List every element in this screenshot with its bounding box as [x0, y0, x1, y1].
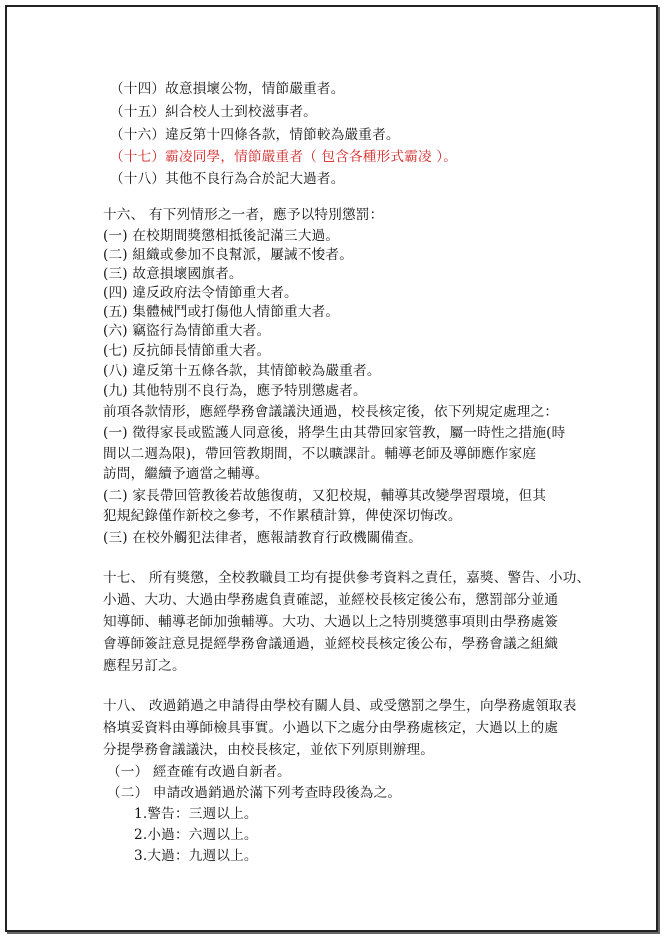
- item-14: （十四）故意損壞公物，情節嚴重者。: [110, 81, 345, 97]
- art18-sub-warning: 1.警告：三週以上。: [134, 806, 258, 822]
- item-17-bullying: （十七）霸凌同學，情節嚴重者（ 包含各種形式霸凌 ）。: [110, 149, 458, 165]
- article-17-line3: 知導師、輔導老師加強輔導。大功、大過以上之特別獎懲事項則由學務處簽: [103, 614, 559, 630]
- item-15: （十五）糾合校人士到校滋事者。: [110, 104, 317, 120]
- art16-item-2: (二) 組織或參加不良幫派，屢誡不悛者。: [103, 247, 354, 263]
- art16-proc-1-line2: 間以二週為限)，帶回管教期間，不以曠課計。輔導老師及導師應作家庭: [103, 446, 537, 462]
- art16-item-3: (三) 故意損壞國旗者。: [103, 266, 243, 282]
- art16-proc-1-line3: 訪問，繼續予適當之輔導。: [103, 466, 269, 482]
- article-17-line5: 應程另訂之。: [103, 658, 186, 674]
- item-18: （十八）其他不良行為合於記大過者。: [110, 171, 345, 187]
- article-18-line3: 分提學務會議議決，由校長核定，並依下列原則辦理。: [103, 742, 435, 758]
- art16-item-6: (六) 竊盜行為情節重大者。: [103, 323, 271, 339]
- art16-item-8: (八) 違反第十五條各款，其情節較為嚴重者。: [103, 363, 381, 379]
- art18-sub-major: 3.大過：九週以上。: [134, 848, 258, 864]
- art18-sub-minor: 2.小過：六週以上。: [134, 827, 258, 843]
- art18-item-2: （二） 申請改過銷過於滿下列考查時段後為之。: [107, 785, 402, 801]
- article-18-line2: 格填妥資料由導師檢具事實。小過以下之處分由學務處核定，大過以上的處: [103, 720, 559, 736]
- art16-item-5: (五) 集體械鬥或打傷他人情節重大者。: [103, 304, 340, 320]
- art16-item-1: (一) 在校期間獎懲相抵後記滿三大過。: [103, 228, 340, 244]
- art16-proc-2-line2: 犯規紀錄僅作新校之參考，不作累積計算，俾使深切悔改。: [103, 508, 462, 524]
- art16-proc-3: (三) 在校外觸犯法律者，應報請教育行政機關備查。: [103, 530, 422, 546]
- item-16: （十六）違反第十四條各款，情節較為嚴重者。: [110, 127, 400, 143]
- article-17-line4: 會導師簽註意見提經學務會議通過，並經校長核定後公布，學務會議之組織: [103, 636, 559, 652]
- art16-procedure: 前項各款情形，應經學務會議議決通過，校長核定後，依下列規定處理之：: [103, 404, 559, 420]
- article-17-line1: 十七、 所有獎懲，全校教職員工均有提供參考資料之責任，嘉獎、警告、小功、: [103, 570, 591, 586]
- article-17-line2: 小過、大功、大過由學務處負責確認，並經校長核定後公布，懲罰部分並通: [103, 592, 559, 608]
- art16-proc-2-line1: (二) 家長帶回管教後若故態復萌，又犯校規，輔導其改變學習環境，但其: [103, 488, 547, 504]
- art16-item-7: (七) 反抗師長情節重大者。: [103, 343, 271, 359]
- article-18-line1: 十八、 改過銷過之申請得由學校有關人員、或受懲罰之學生，向學務處領取表: [103, 698, 577, 714]
- art16-proc-1-line1: (一) 徵得家長或監護人同意後，將學生由其帶回家管教，屬一時性之措施(時: [103, 425, 566, 441]
- art16-item-4: (四) 違反政府法令情節重大者。: [103, 285, 298, 301]
- article-16-heading: 十六、 有下列情形之一者，應予以特別懲罰：: [103, 207, 384, 223]
- art16-item-9: (九) 其他特別不良行為，應予特別懲處者。: [103, 383, 367, 399]
- art18-item-1: （一） 經查確有改過自新者。: [107, 764, 291, 780]
